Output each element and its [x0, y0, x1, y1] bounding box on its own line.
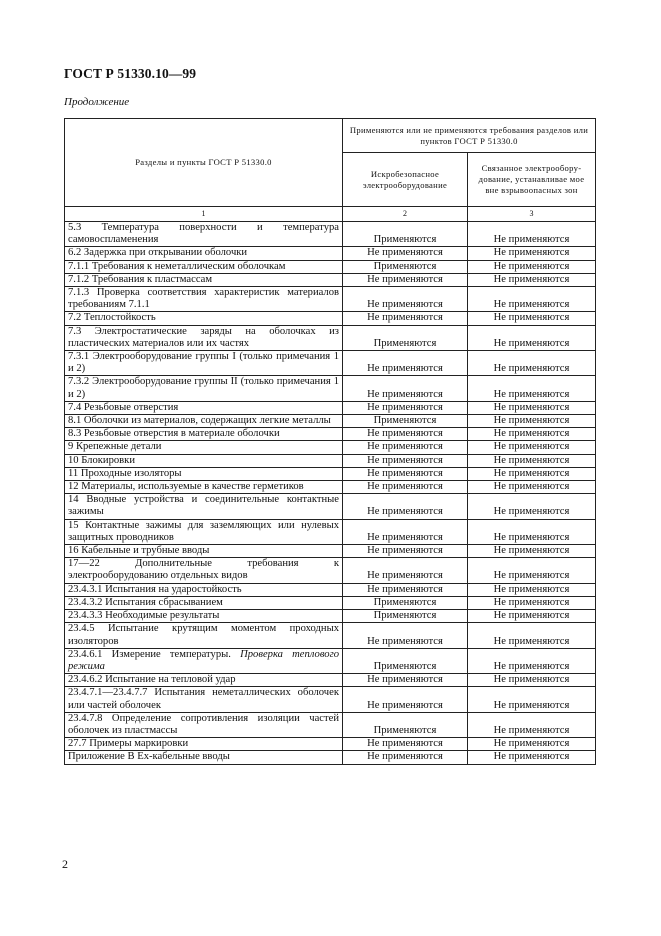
table-row	[65, 648, 596, 673]
section-text: Приложение В Ex-кабельные вводы	[68, 751, 230, 763]
section-text: 23.4.6.1 Измерение температуры.	[68, 648, 231, 660]
section-cell	[65, 712, 343, 737]
column-number-3: 3	[468, 207, 596, 222]
table-row	[65, 222, 596, 247]
section-text: 10 Блокировки	[68, 454, 135, 466]
intrinsic-cell: Не применяются	[343, 376, 468, 401]
associated-cell: Не применяются	[468, 623, 596, 648]
intrinsic-cell: Применяются	[343, 610, 468, 623]
section-text: 27.7 Примеры маркировки	[68, 738, 189, 750]
intrinsic-cell: Не применяются	[343, 623, 468, 648]
section-text: 8.1 Оболочки из материалов, содержащих легкие металлы	[68, 415, 331, 427]
table-row	[65, 687, 596, 712]
section-cell	[65, 247, 343, 260]
intrinsic-cell: Не применяются	[343, 583, 468, 596]
table-row	[65, 287, 596, 312]
table-row	[65, 545, 596, 558]
section-text: 14 Вводные устройства и соединительные контактные зажимы	[68, 494, 339, 518]
section-text: 11 Проходные изоляторы	[68, 467, 182, 479]
section-cell	[65, 273, 343, 286]
section-text: 15 Контактные зажимы для заземляющих или нулевых защитных проводников	[68, 519, 339, 543]
section-text: 23.4.3.3 Необходимые результаты	[68, 610, 220, 622]
document-code: ГОСТ Р 51330.10—99	[64, 66, 197, 81]
associated-cell: Не применяются	[468, 738, 596, 751]
associated-cell: Не применяются	[468, 751, 596, 764]
intrinsic-cell: Не применяются	[343, 247, 468, 260]
intrinsic-cell: Не применяются	[343, 441, 468, 454]
associated-cell: Не применяются	[468, 222, 596, 247]
section-cell	[65, 222, 343, 247]
section-cell	[65, 467, 343, 480]
table-row	[65, 674, 596, 687]
section-text: 7.3.2 Электрооборудование группы II (только примечания 1 и 2)	[68, 376, 339, 400]
section-text: 5.3 Температура поверхности и температура самовоспламенения	[68, 222, 339, 246]
section-cell	[65, 441, 343, 454]
table-row	[65, 751, 596, 764]
section-cell	[65, 519, 343, 544]
intrinsic-cell: Применяются	[343, 648, 468, 673]
section-cell	[65, 415, 343, 428]
intrinsic-cell: Не применяются	[343, 481, 468, 494]
intrinsic-cell: Не применяются	[343, 558, 468, 583]
associated-cell: Не применяются	[468, 545, 596, 558]
intrinsic-cell: Не применяются	[343, 738, 468, 751]
table-row	[65, 428, 596, 441]
associated-cell: Не применяются	[468, 376, 596, 401]
section-cell	[65, 623, 343, 648]
table-row	[65, 481, 596, 494]
associated-cell: Не применяются	[468, 454, 596, 467]
section-cell	[65, 751, 343, 764]
section-cell	[65, 287, 343, 312]
table-row	[65, 260, 596, 273]
continuation-label: Продолжение	[64, 96, 130, 108]
associated-cell: Не применяются	[468, 558, 596, 583]
table-row	[65, 738, 596, 751]
section-cell	[65, 558, 343, 583]
section-text: 7.4 Резьбовые отверстия	[68, 401, 179, 413]
intrinsic-cell: Не применяются	[343, 454, 468, 467]
section-text: 17—22 Дополнительные требования к электрооборудованию отдельных видов	[68, 558, 339, 582]
section-text: 8.3 Резьбовые отверстия в материале оболочки	[68, 428, 280, 440]
table-row	[65, 583, 596, 596]
table-row	[65, 312, 596, 325]
table-body	[65, 222, 596, 765]
associated-cell: Не применяются	[468, 273, 596, 286]
intrinsic-cell: Не применяются	[343, 494, 468, 519]
section-cell	[65, 401, 343, 414]
section-cell	[65, 738, 343, 751]
section-cell	[65, 428, 343, 441]
table-row	[65, 596, 596, 609]
intrinsic-cell: Не применяются	[343, 545, 468, 558]
section-text: 12 Материалы, используемые в качестве герметиков	[68, 481, 304, 493]
associated-cell: Не применяются	[468, 610, 596, 623]
intrinsic-cell: Не применяются	[343, 687, 468, 712]
section-text: 6.2 Задержка при открывании оболочки	[68, 247, 248, 259]
intrinsic-cell: Не применяются	[343, 273, 468, 286]
section-cell	[65, 494, 343, 519]
associated-cell: Не применяются	[468, 260, 596, 273]
table-row	[65, 273, 596, 286]
associated-cell: Не применяются	[468, 312, 596, 325]
section-text: 16 Кабельные и трубные вводы	[68, 545, 210, 557]
intrinsic-cell: Применяются	[343, 712, 468, 737]
section-cell	[65, 545, 343, 558]
associated-cell: Не применяются	[468, 712, 596, 737]
table-row	[65, 247, 596, 260]
column-number-1: 1	[65, 207, 343, 222]
table-row	[65, 376, 596, 401]
associated-cell: Не применяются	[468, 428, 596, 441]
section-text: 7.1.3 Проверка соответствия характеристик материалов требованиям 7.1.1	[68, 287, 339, 311]
table-row	[65, 494, 596, 519]
header-associated: Связанное электрообору-дование, устанавливае мое вне взрывоопасных зон	[468, 153, 596, 207]
associated-cell: Не применяются	[468, 481, 596, 494]
intrinsic-cell: Применяются	[343, 415, 468, 428]
section-text: 7.1.2 Требования к пластмассам	[68, 273, 213, 285]
intrinsic-cell: Не применяются	[343, 467, 468, 480]
associated-cell: Не применяются	[468, 596, 596, 609]
page-number: 2	[62, 857, 68, 871]
associated-cell: Не применяются	[468, 519, 596, 544]
column-number-2: 2	[343, 207, 468, 222]
header-intrinsic: Искробезопасное электрооборудование	[343, 153, 468, 207]
associated-cell: Не применяются	[468, 674, 596, 687]
table-row	[65, 467, 596, 480]
associated-cell: Не применяются	[468, 401, 596, 414]
section-text: 23.4.7.1—23.4.7.7 Испытания неметаллических оболочек или частей оболочек	[68, 687, 339, 711]
intrinsic-cell: Не применяются	[343, 351, 468, 376]
section-text: 9 Крепежные детали	[68, 441, 162, 453]
associated-cell: Не применяются	[468, 415, 596, 428]
associated-cell: Не применяются	[468, 583, 596, 596]
associated-cell: Не применяются	[468, 325, 596, 350]
table-row	[65, 351, 596, 376]
intrinsic-cell: Не применяются	[343, 401, 468, 414]
intrinsic-cell: Не применяются	[343, 519, 468, 544]
intrinsic-cell: Не применяются	[343, 312, 468, 325]
section-cell	[65, 687, 343, 712]
intrinsic-cell: Не применяются	[343, 428, 468, 441]
section-cell	[65, 376, 343, 401]
header-applicability: Применяются или не применяются требования разделов или пунктов ГОСТ Р 51330.0	[343, 119, 596, 153]
intrinsic-cell: Применяются	[343, 325, 468, 350]
section-cell	[65, 325, 343, 350]
intrinsic-cell: Применяются	[343, 222, 468, 247]
section-text: 23.4.3.1 Испытания на ударостойкость	[68, 583, 242, 595]
section-text: 7.1.1 Требования к неметаллическим оболочкам	[68, 260, 286, 272]
intrinsic-cell: Не применяются	[343, 751, 468, 764]
section-cell	[65, 648, 343, 673]
intrinsic-cell: Не применяются	[343, 674, 468, 687]
table-row	[65, 610, 596, 623]
table-row	[65, 441, 596, 454]
section-text: 23.4.6.2 Испытание на тепловой удар	[68, 674, 236, 686]
section-cell	[65, 351, 343, 376]
section-cell	[65, 596, 343, 609]
section-cell	[65, 312, 343, 325]
associated-cell: Не применяются	[468, 247, 596, 260]
intrinsic-cell: Не применяются	[343, 287, 468, 312]
header-sections: Разделы и пункты ГОСТ Р 51330.0	[65, 119, 343, 207]
intrinsic-cell: Применяются	[343, 260, 468, 273]
table-row	[65, 519, 596, 544]
table-row	[65, 401, 596, 414]
section-text: 23.4.5 Испытание крутящим моментом проходных изоляторов	[68, 623, 339, 647]
section-text: 7.3 Электростатические заряды на оболочках из пластических материалов или их частях	[68, 325, 339, 349]
section-cell	[65, 260, 343, 273]
associated-cell: Не применяются	[468, 351, 596, 376]
table-row	[65, 558, 596, 583]
associated-cell: Не применяются	[468, 441, 596, 454]
section-cell	[65, 674, 343, 687]
intrinsic-cell: Применяются	[343, 596, 468, 609]
table-row	[65, 712, 596, 737]
table-row	[65, 325, 596, 350]
associated-cell: Не применяются	[468, 287, 596, 312]
associated-cell: Не применяются	[468, 494, 596, 519]
requirements-table	[64, 118, 596, 765]
section-cell	[65, 454, 343, 467]
section-text: 23.4.3.2 Испытания сбрасыванием	[68, 596, 223, 608]
associated-cell: Не применяются	[468, 648, 596, 673]
section-cell	[65, 610, 343, 623]
section-text: 7.3.1 Электрооборудование группы I (только примечания 1 и 2)	[68, 351, 339, 375]
section-text: 7.2 Теплостойкость	[68, 312, 156, 324]
section-text: 23.4.7.8 Определение сопротивления изоляции частей оболочек из пластмассы	[68, 712, 339, 736]
table-row	[65, 623, 596, 648]
table-row	[65, 415, 596, 428]
section-cell	[65, 481, 343, 494]
associated-cell: Не применяются	[468, 687, 596, 712]
section-cell	[65, 583, 343, 596]
associated-cell: Не применяются	[468, 467, 596, 480]
section-italic-text: Проверка теплового режима	[68, 648, 340, 672]
table-row	[65, 454, 596, 467]
